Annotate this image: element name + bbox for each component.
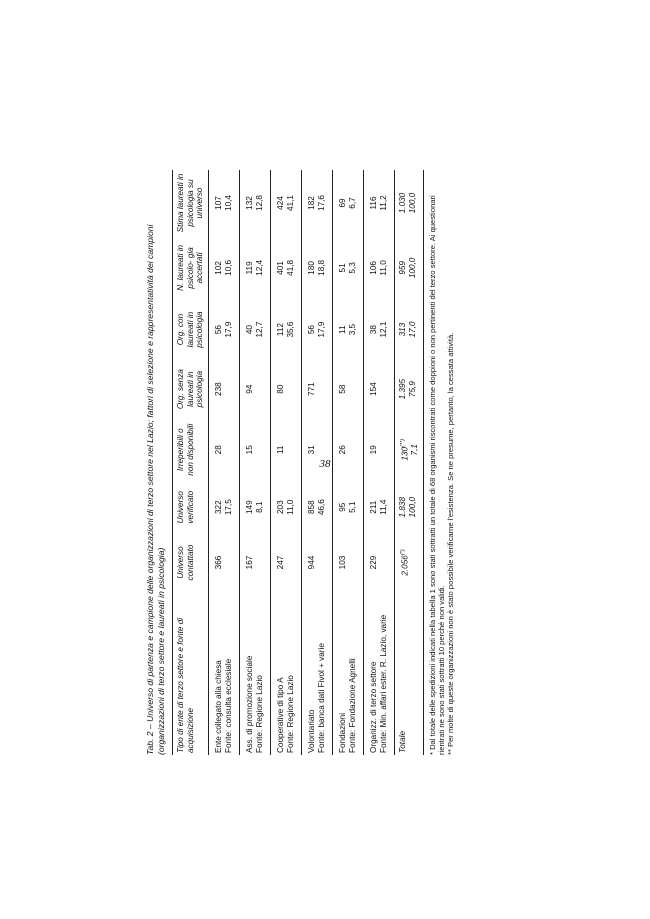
table-row xyxy=(363,170,394,755)
cell-senza: 154 xyxy=(368,382,378,396)
cell-irreperibili: 11 xyxy=(275,445,285,455)
header-senza: Org. senza laureati in psicologia xyxy=(176,369,204,410)
cell-accertati: 119 12,4 xyxy=(244,259,264,276)
cell-verificato: 203 11,0 xyxy=(275,499,295,515)
total-row xyxy=(394,170,424,755)
cell-verificato: 95 5,1 xyxy=(337,501,357,513)
table-row xyxy=(301,170,332,755)
data-table xyxy=(172,170,424,755)
table-row xyxy=(332,170,363,755)
cell-contattato: 229 xyxy=(368,555,378,570)
footnote-2: ** Per molte di queste organizzazioni non è stato possibile verificarne l'esistenza. Se ne presume, pertanto, la cessata attività. xyxy=(446,332,456,755)
cell-con: 56 17,9 xyxy=(213,321,233,338)
cell-verificato: 149 8,1 xyxy=(244,500,264,515)
cell-stima: 424 41,1 xyxy=(275,195,295,211)
header-stima: Stima laureati in psicologia su universo xyxy=(176,173,204,233)
cell-accertati: 102 10,6 xyxy=(213,259,233,276)
footnote-1: * Dal totale delle spedizioni indicati nella tabella 1 sono stati sottratti un totale di 68 organismi riscontrati come doppioni o non pertinenti del terzo settore. Ai questionari rientrati ne sono stati sottratti 10 perché non validi. xyxy=(428,195,447,755)
header-irreperibili: Irreperibili o non disponibili xyxy=(176,423,195,476)
cell-senza: 238 xyxy=(213,382,223,396)
cell-contattato: 167 xyxy=(244,555,254,570)
cell-stima: 69 6,7 xyxy=(337,197,357,209)
cell-irreperibili: 15 xyxy=(244,445,254,455)
total-accertati: 959 100,0 xyxy=(397,257,417,279)
table-row xyxy=(208,170,239,755)
cell-accertati: 180 18,8 xyxy=(306,259,326,276)
cell-contattato: 944 xyxy=(306,555,316,570)
header-con: Org. con laureati in psicologia xyxy=(176,311,204,348)
cell-con: 40 12,7 xyxy=(244,321,264,338)
cell-stima: 116 11,2 xyxy=(368,195,388,211)
row-type: Volontariato Fonte: banca dati Fivol + varie xyxy=(306,643,326,753)
cell-contattato: 103 xyxy=(337,555,347,570)
total-irreperibili: 130(**) 7,1 xyxy=(399,438,420,461)
total-label: Totale xyxy=(397,730,407,753)
row-type: Cooperative di tipo A Fonte: Regione Lazio xyxy=(275,675,295,753)
table-row xyxy=(239,170,270,755)
cell-senza: 80 xyxy=(275,384,285,394)
cell-stima: 132 12,8 xyxy=(244,195,264,211)
header-type: Tipo di ente di terzo settore e fonte di acquisizione xyxy=(176,617,195,753)
cell-con: 56 17,9 xyxy=(306,321,326,338)
cell-verificato: 211 11,4 xyxy=(368,499,388,515)
cell-contattato: 366 xyxy=(213,555,223,570)
row-type: Ente collegato alla chiesa Fonte: consulta ecclesiale xyxy=(213,658,233,753)
cell-senza: 58 xyxy=(337,384,347,394)
cell-verificato: 858 46,6 xyxy=(306,499,326,516)
header-row xyxy=(173,170,209,755)
table-caption: Tab. 2 – Universo di partenza e campione delle organizzazioni di terzo settore nel Lazio; fattori di selezione e rappresentatività dei campioni (organizzazioni di terzo settore e laureati in psicologia) xyxy=(145,224,166,755)
cell-irreperibili: 19 xyxy=(368,445,378,455)
total-contattato: 2.056(*) xyxy=(399,549,410,576)
cell-con: 38 12,1 xyxy=(368,321,388,338)
row-type: Fondazioni Fonte: Fondazione Agnelli xyxy=(337,658,357,753)
cell-accertati: 51 5,3 xyxy=(337,262,357,274)
total-con: 313 17,0 xyxy=(397,321,417,338)
total-verificato: 1.838 100,0 xyxy=(397,496,417,518)
cell-accertati: 106 11,0 xyxy=(368,260,388,276)
table-row xyxy=(270,170,301,755)
cell-con: 11 3,5 xyxy=(337,323,357,336)
cell-irreperibili: 28 xyxy=(213,445,223,455)
cell-verificato: 322 17,5 xyxy=(213,499,233,516)
header-contattato: Universo contattato xyxy=(176,544,195,581)
header-accertati: N. laureati in psicolo- gia accertati xyxy=(176,244,204,291)
total-stima: 1.030 100,0 xyxy=(397,192,417,214)
header-verificato: Universo verificato xyxy=(176,490,195,524)
cell-stima: 182 17,6 xyxy=(306,195,326,211)
cell-senza: 94 xyxy=(244,384,254,394)
cell-stima: 107 10,4 xyxy=(213,195,233,211)
cell-irreperibili: 31 xyxy=(306,445,316,455)
cell-irreperibili: 26 xyxy=(337,445,347,455)
total-senza: 1.395 75,9 xyxy=(397,378,417,400)
cell-con: 112 35,6 xyxy=(275,321,295,338)
rotated-table-block xyxy=(145,165,525,755)
cell-senza: 771 xyxy=(306,382,316,396)
cell-contattato: 247 xyxy=(275,555,285,570)
row-type: Organizz. di terzo settore Fonte: Min. affari ester. R. Lazio, varie xyxy=(368,614,388,753)
page-number: 38 xyxy=(319,458,331,470)
cell-accertati: 401 41,8 xyxy=(275,259,295,276)
row-type: Ass. di promozione sociale Fonte: Regione Lazio xyxy=(244,655,264,753)
